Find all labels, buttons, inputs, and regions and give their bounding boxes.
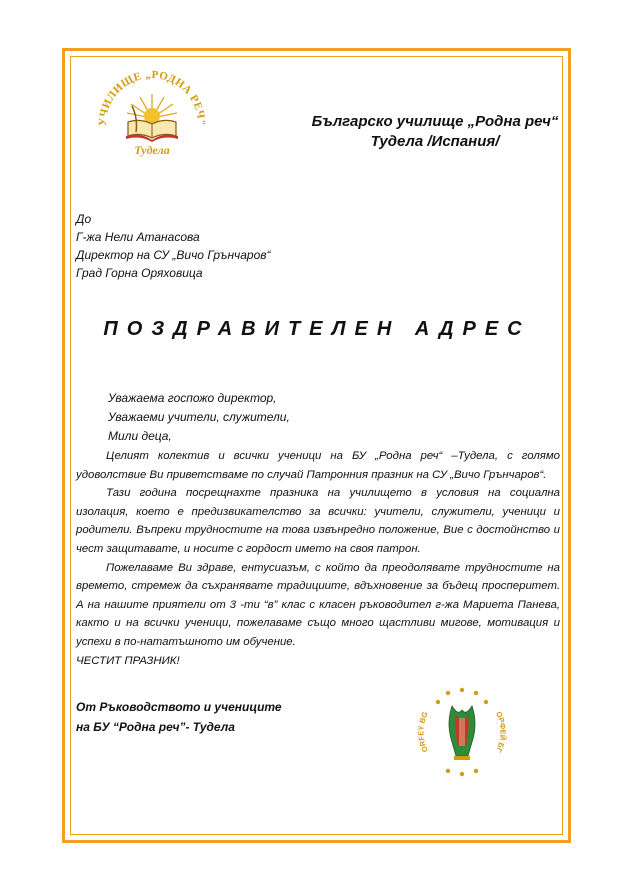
document-title: ПОЗДРАВИТЕЛЕН АДРЕС — [103, 318, 531, 340]
recipient-address — [76, 210, 271, 282]
body-paragraph: Пожелаваме Ви здраве, ентусиазъм, с който да преодолявате трудностите на времето, стремеж да съхранявате традициите, вдъхновение за бъдещ просперитет. А на нашите приятели от 3 -ти “в” клас с класен ръководител г-жа Мариета Панева, както и на всички ученици, пожелаваме също много щастливи мигове, мотивация и успехи в по-нататъшното им обучение. — [76, 561, 560, 648]
logo-arc-text: УЧИЛИЩЕ „РОДНА РЕЧ" — [96, 68, 208, 127]
svg-text:ОРФЕЙ БГ — [494, 710, 508, 754]
school-logo — [92, 66, 212, 158]
greeting-line: Уважаема госпожо директор, — [108, 391, 277, 405]
svg-text:ORFEY BG — [416, 710, 430, 754]
recipient-title: Директор на СУ „Вичо Грънчаров“ — [76, 248, 271, 262]
school-name-line-1: Българско училище „Родна реч“ — [311, 113, 559, 130]
address-line: До — [76, 212, 92, 226]
greeting-line: Мили деца, — [108, 429, 172, 443]
greeting — [108, 389, 290, 446]
letter-body — [76, 447, 560, 670]
logo-city: Тудела — [134, 143, 170, 157]
recipient-name: Г-жа Нели Атанасова — [76, 230, 200, 244]
stamp-cyrillic-text: ОРФЕЙ БГ — [494, 710, 508, 754]
body-paragraph: Целият колектив и всички ученици на БУ „Родна реч“ –Тудела, с голямо удоволствие Ви приветстваме по случай Патронния празник на СУ „Вичо Грънчаров“. — [76, 450, 560, 481]
signature-line: От Ръководството и учениците — [76, 700, 282, 714]
stamp-latin-text: ORFEY BG — [416, 710, 430, 754]
school-location: Тудела /Испания/ — [370, 133, 500, 150]
greeting-line: Уважаеми учители, служители, — [108, 410, 290, 424]
lyre-icon — [449, 706, 475, 760]
book-icon — [126, 120, 178, 142]
orfey-stamp-logo — [394, 676, 528, 786]
body-paragraph: Тази година посрещнахте празника на училището в условия на социална изолация, което е предизвикателство за всички: учители, служители, ученици и родители. Въпреки трудностите на това извънредно положение, Вие с достойнство и чест защитавате, и носите с гордост името на своя патрон. — [76, 487, 560, 555]
signature-line: на БУ “Родна реч”- Тудела — [76, 720, 235, 734]
signature — [76, 697, 282, 737]
school-name — [290, 112, 580, 152]
closing-exclamation: ЧЕСТИТ ПРАЗНИК! — [76, 654, 180, 667]
recipient-city: Град Горна Оряховица — [76, 266, 203, 280]
